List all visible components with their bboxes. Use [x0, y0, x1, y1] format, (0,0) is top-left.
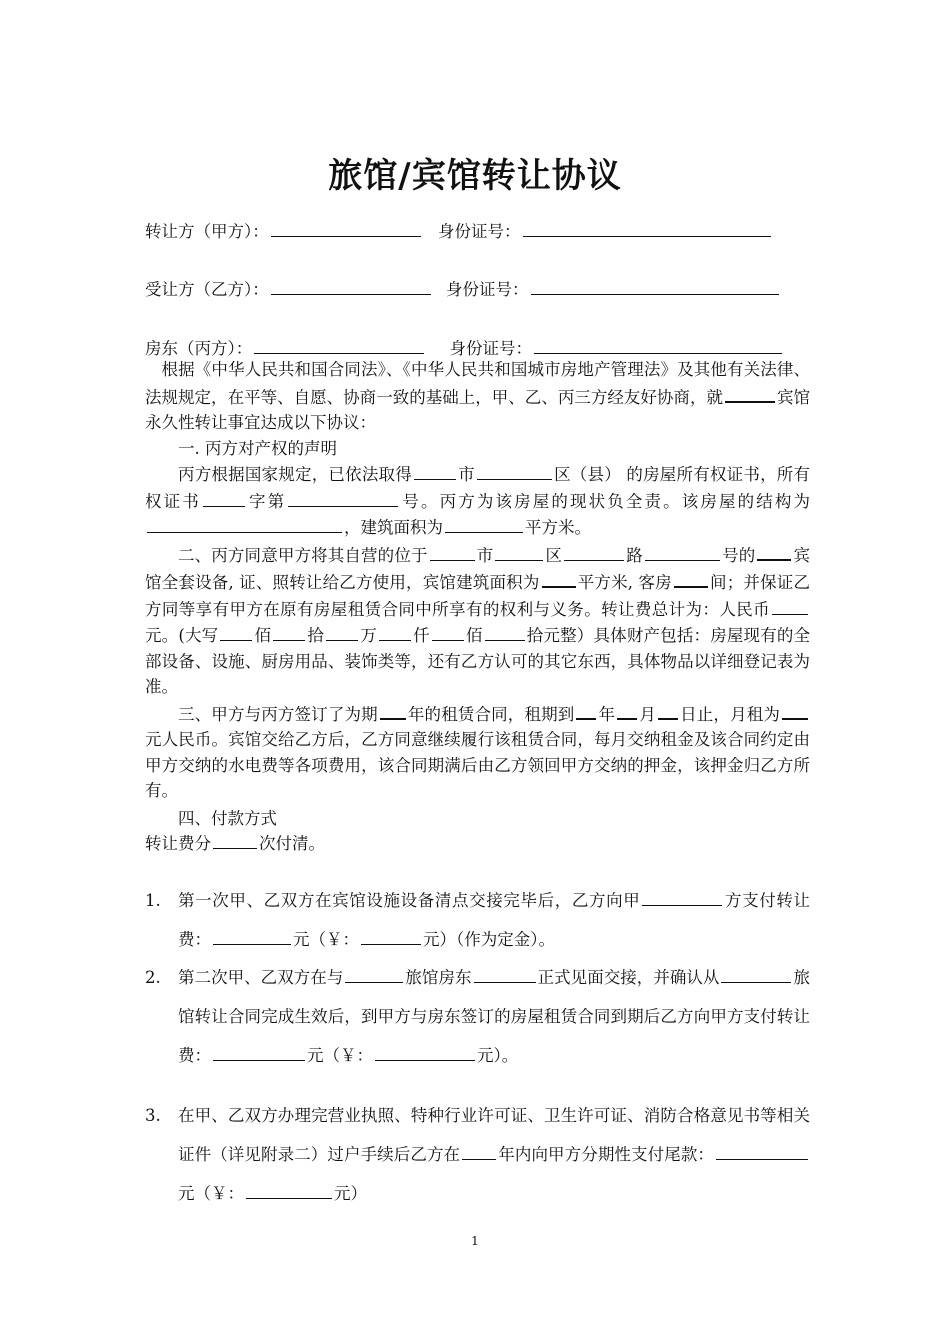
party-c-id-blank	[534, 335, 782, 354]
payment-item-2: 2. 第二次甲、乙双方在与 旅馆房东 正式见面交接，并确认从 旅馆转让合同完成生效后，到甲方与房东签订的房屋租赁合同到期后乙方向甲方支付转让费： 元（￥： 元）。	[145, 958, 810, 1075]
hotel-name-blank	[725, 383, 775, 403]
party-a-id-label: 身份证号：	[438, 222, 521, 241]
party-c-label: 房东（丙方）：	[145, 339, 253, 358]
party-a-line	[145, 218, 810, 244]
section1-heading: 一. 丙方对产权的声明	[178, 438, 337, 458]
page-number: 1	[471, 1234, 479, 1248]
agreement-body	[145, 357, 810, 831]
installments-count-blank	[213, 830, 257, 849]
party-a-label: 转让方（甲方）：	[145, 222, 269, 241]
party-c-id-label: 身份证号：	[449, 339, 532, 358]
section3-paragraph: 三、甲方与丙方签订了为期 年的租赁合同，租期到 年 月 日止，月租为元人民币。宾馆交给乙方后，乙方同意继续履行该租赁合同，每月交纳租金及该合同约定由甲方交纳的水电费等各项费用，该合同期满后由乙方领回甲方交纳的押金，该押金归乙方所有。	[145, 700, 810, 804]
section2-paragraph: 二、丙方同意甲方将其自营的位于 市 区 路 号的 宾馆全套设备, 证、照转让给乙方使用，宾馆建筑面积为 平方米, 客房 间；并保证乙方同等享有甲方在原有房屋租赁合同中所享有的权利与义务。转让费总计为：人民币元。(大写 佰 拾 万 仟 佰 拾元整）具体财产包括：房屋现有的全部设备、设施、厨房用品、装饰类等，还有乙方认可的其它东西，具体物品以详细登记表为准。	[145, 541, 810, 700]
party-b-line	[145, 276, 810, 302]
party-b-name-blank	[271, 276, 431, 295]
party-a-id-blank	[523, 218, 771, 237]
section1-paragraph: 丙方根据国家规定，已依法取得 市 区（县） 的房屋所有权证书，所有权证书 字第 号。丙方为该房屋的现状负全责。该房屋的结构为，建筑面积为 平方米。	[145, 461, 810, 541]
party-b-label: 受让方（乙方）：	[145, 280, 269, 299]
installments-line: 转让费分 次付清。	[145, 830, 810, 856]
party-b-id-label: 身份证号：	[446, 280, 529, 299]
payment-item-3: 3. 在甲、乙双方办理完营业执照、特种行业许可证、卫生许可证、消防合格意见书等相关证件（详见附录二）过户手续后乙方在 年内向甲方分期性支付尾款：元（￥： 元）	[145, 1106, 810, 1203]
party-b-id-blank	[531, 276, 779, 295]
section4-heading: 四、付款方式	[178, 808, 277, 828]
party-a-name-blank	[271, 218, 421, 237]
document-title: 旅馆/宾馆转让协议	[328, 156, 622, 196]
party-c-name-blank	[254, 335, 424, 354]
payment-item-1: 1. 第一次甲、乙双方在宾馆设施设备清点交接完毕后，乙方向甲 方支付转让费： 元（￥： 元）（作为定金）。	[145, 881, 810, 959]
intro-paragraph: 根据《中华人民共和国合同法》、《中华人民共和国城市房地产管理法》及其他有关法律、法规规定，在平等、自愿、协商一致的基础上，甲、乙、丙三方经友好协商，就 宾馆永久性转让事宜达成以下协议：	[145, 360, 811, 432]
